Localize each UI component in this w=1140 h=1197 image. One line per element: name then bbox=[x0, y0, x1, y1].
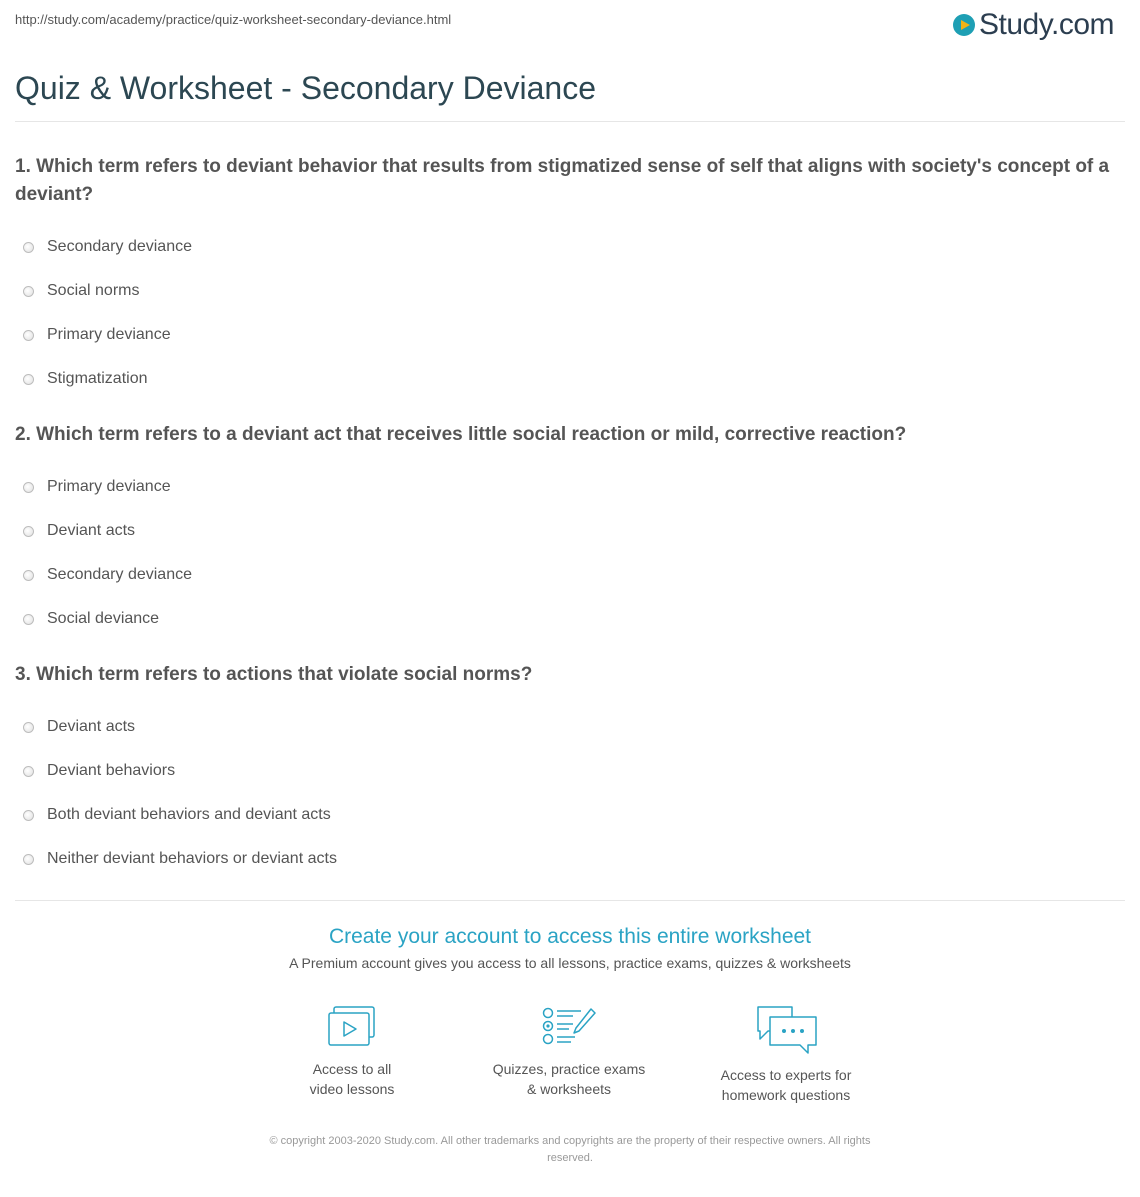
feature-label-line: homework questions bbox=[721, 1087, 851, 1103]
option-label: Social norms bbox=[47, 282, 140, 299]
answer-options bbox=[15, 465, 1115, 641]
study-logo[interactable] bbox=[953, 8, 1114, 42]
option-label: Deviant behaviors bbox=[47, 762, 176, 779]
answer-option[interactable] bbox=[15, 509, 1115, 553]
answer-option[interactable] bbox=[15, 269, 1115, 313]
question-text: 3. Which term refers to actions that violate social norms? bbox=[15, 664, 533, 685]
answer-option[interactable] bbox=[15, 357, 1115, 401]
answer-option[interactable] bbox=[15, 597, 1115, 641]
feature-label-line: Access to experts for bbox=[720, 1067, 852, 1083]
feature-experts bbox=[686, 1005, 886, 1105]
radio-button-icon[interactable] bbox=[23, 614, 34, 625]
chat-bubbles-icon bbox=[754, 1005, 818, 1055]
answer-options bbox=[15, 225, 1115, 401]
cta-divider bbox=[15, 900, 1125, 901]
question-text: 2. Which term refers to a deviant act that receives little social reaction or mild, corrective reaction? bbox=[15, 424, 907, 445]
radio-button-icon[interactable] bbox=[23, 286, 34, 297]
copyright-line: © copyright 2003-2020 Study.com. All other trademarks and copyrights are the property of their respective owners. All rights bbox=[269, 1135, 871, 1147]
radio-button-icon[interactable] bbox=[23, 722, 34, 733]
feature-label-line: Access to all bbox=[312, 1061, 392, 1077]
radio-button-icon[interactable] bbox=[23, 810, 34, 821]
play-logo-icon bbox=[953, 14, 975, 36]
option-label: Stigmatization bbox=[47, 370, 148, 387]
radio-button-icon[interactable] bbox=[23, 242, 34, 253]
answer-option[interactable] bbox=[15, 225, 1115, 269]
option-label: Secondary deviance bbox=[47, 238, 192, 255]
cta-title-link[interactable]: Create your account to access this entire worksheet bbox=[328, 925, 812, 948]
question-1 bbox=[15, 153, 1115, 401]
option-label: Primary deviance bbox=[47, 478, 171, 495]
logo-text: Study.com bbox=[979, 8, 1114, 41]
answer-option[interactable] bbox=[15, 793, 1115, 837]
option-label: Secondary deviance bbox=[47, 566, 192, 583]
radio-button-icon[interactable] bbox=[23, 854, 34, 865]
cta-subtitle: A Premium account gives you access to all lessons, practice exams, quizzes & worksheets bbox=[289, 955, 851, 971]
radio-button-icon[interactable] bbox=[23, 482, 34, 493]
option-label: Deviant acts bbox=[47, 718, 136, 735]
feature-label-line: video lessons bbox=[309, 1081, 395, 1097]
option-label: Neither deviant behaviors or deviant acts bbox=[47, 850, 337, 867]
premium-features bbox=[0, 1005, 1140, 1105]
question-3 bbox=[15, 661, 1115, 881]
answer-option[interactable] bbox=[15, 313, 1115, 357]
option-label: Social deviance bbox=[47, 610, 160, 627]
option-label: Primary deviance bbox=[47, 326, 171, 343]
page-url: http://study.com/academy/practice/quiz-worksheet-secondary-deviance.html bbox=[15, 12, 452, 27]
radio-button-icon[interactable] bbox=[23, 526, 34, 537]
copyright-notice bbox=[215, 1133, 925, 1167]
title-divider bbox=[15, 121, 1125, 122]
answer-option[interactable] bbox=[15, 705, 1115, 749]
answer-option[interactable] bbox=[15, 553, 1115, 597]
feature-quizzes bbox=[469, 1005, 669, 1099]
answer-options bbox=[15, 705, 1115, 881]
answer-option[interactable] bbox=[15, 749, 1115, 793]
page-title: Quiz & Worksheet - Secondary Deviance bbox=[15, 70, 596, 106]
radio-button-icon[interactable] bbox=[23, 330, 34, 341]
answer-option[interactable] bbox=[15, 465, 1115, 509]
premium-cta bbox=[0, 925, 1140, 971]
feature-label-line: & worksheets bbox=[526, 1081, 612, 1097]
option-label: Deviant acts bbox=[47, 522, 136, 539]
radio-button-icon[interactable] bbox=[23, 766, 34, 777]
answer-option[interactable] bbox=[15, 837, 1115, 881]
question-2 bbox=[15, 421, 1115, 641]
question-text: 1. Which term refers to deviant behavior that results from stigmatized sense of self that aligns with society's concept of a deviant? bbox=[15, 156, 1110, 205]
video-lessons-icon bbox=[326, 1005, 378, 1049]
quiz-checklist-icon bbox=[541, 1005, 597, 1049]
radio-button-icon[interactable] bbox=[23, 570, 34, 581]
feature-video-lessons bbox=[252, 1005, 452, 1099]
feature-label bbox=[252, 1059, 452, 1099]
feature-label bbox=[686, 1065, 886, 1105]
copyright-line: reserved. bbox=[547, 1152, 593, 1164]
feature-label bbox=[469, 1059, 669, 1099]
feature-label-line: Quizzes, practice exams bbox=[492, 1061, 646, 1077]
radio-button-icon[interactable] bbox=[23, 374, 34, 385]
option-label: Both deviant behaviors and deviant acts bbox=[47, 806, 331, 823]
